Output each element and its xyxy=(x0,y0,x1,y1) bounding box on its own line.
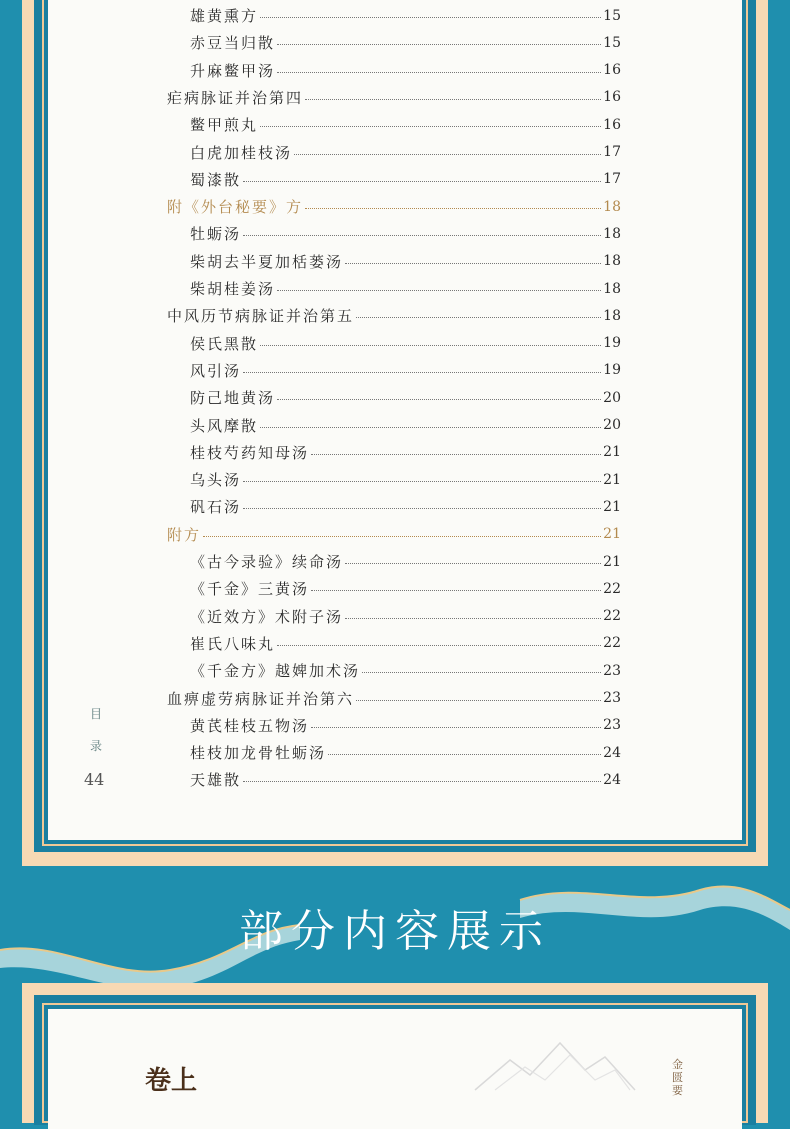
toc-item-title: 蜀漆散 xyxy=(190,170,242,189)
toc-item-page: 18 xyxy=(603,307,621,324)
toc-item-page: 21 xyxy=(603,444,621,461)
banner-title: 部分内容展示 xyxy=(239,906,551,957)
toc-item-title: 《近效方》术附子汤 xyxy=(190,607,344,626)
toc-item-page: 24 xyxy=(603,771,621,788)
toc-item xyxy=(190,275,621,302)
toc-item-page: 17 xyxy=(603,144,621,160)
toc-leader-dots xyxy=(356,317,601,318)
side-label-lu: 录 xyxy=(90,739,103,753)
toc-leader-dots xyxy=(345,618,601,619)
toc-item-page: 23 xyxy=(603,717,621,734)
toc-leader-dots xyxy=(243,181,601,182)
toc-leader-dots xyxy=(362,672,601,673)
toc-item xyxy=(190,493,621,520)
toc-item xyxy=(190,712,621,739)
toc-item-title: 《千金方》越婢加术汤 xyxy=(190,662,361,681)
toc-item xyxy=(190,657,621,684)
toc-item-title: 乌头汤 xyxy=(190,471,242,490)
toc-item xyxy=(190,166,621,193)
toc-item-page: 20 xyxy=(603,389,621,406)
toc-leader-dots xyxy=(345,563,601,564)
toc-leader-dots xyxy=(243,372,601,373)
toc-item-title: 矾石汤 xyxy=(190,498,242,517)
toc-item-title: 中风历节病脉证并治第五 xyxy=(167,307,355,326)
toc-leader-dots xyxy=(328,754,601,755)
toc-item xyxy=(190,248,621,275)
toc-item-page: 15 xyxy=(603,7,621,24)
toc-item xyxy=(167,84,621,111)
toc-leader-dots xyxy=(277,399,601,400)
toc-item xyxy=(190,357,621,384)
toc-item xyxy=(190,412,621,439)
page-number: 44 xyxy=(84,770,105,789)
toc-item-title: 白虎加桂枝汤 xyxy=(190,143,293,162)
toc-item-page: 20 xyxy=(603,417,621,433)
toc-leader-dots xyxy=(311,590,601,591)
toc-item-title: 《千金》三黄汤 xyxy=(190,580,310,599)
toc-leader-dots xyxy=(260,427,601,428)
toc-leader-dots xyxy=(277,290,601,291)
toc-item-page: 16 xyxy=(603,116,621,133)
toc-item-page: 16 xyxy=(603,62,621,79)
toc-item-title: 黄芪桂枝五物汤 xyxy=(190,716,310,735)
toc-item-title: 附《外台秘要》方 xyxy=(167,198,304,217)
toc-leader-dots xyxy=(277,44,601,45)
toc-leader-dots xyxy=(305,208,601,209)
toc-item-page: 19 xyxy=(603,335,621,352)
toc-item xyxy=(190,466,621,493)
toc-item-page: 22 xyxy=(603,580,621,597)
volume-title: 卷上 xyxy=(145,1066,198,1096)
toc-item xyxy=(190,603,621,630)
toc-item xyxy=(190,384,621,411)
toc-item xyxy=(167,521,621,548)
toc-item-page: 15 xyxy=(603,34,621,51)
toc-item-title: 《古今录验》续命汤 xyxy=(190,553,344,571)
toc-leader-dots xyxy=(345,263,601,264)
toc-item-page: 24 xyxy=(603,744,621,761)
toc-item-title: 雄黄熏方 xyxy=(190,7,259,25)
toc-item-title: 天雄散 xyxy=(190,771,242,790)
toc-leader-dots xyxy=(260,17,601,18)
toc-item xyxy=(190,439,621,466)
toc-item-title: 桂枝芍药知母汤 xyxy=(190,443,310,462)
toc-item-title: 牡蛎汤 xyxy=(190,225,242,244)
toc-item xyxy=(190,220,621,247)
toc-item xyxy=(190,766,621,793)
toc-item-title: 柴胡桂姜汤 xyxy=(190,280,276,298)
vertical-book-label: 金匮要 xyxy=(672,1058,683,1097)
toc-item-title: 桂枝加龙骨牡蛎汤 xyxy=(190,744,327,763)
toc-item-page: 17 xyxy=(603,171,621,188)
toc-item-page: 21 xyxy=(603,553,621,570)
toc-item-title: 赤豆当归散 xyxy=(190,34,276,53)
toc-item-page: 22 xyxy=(603,608,621,625)
toc-item xyxy=(190,2,621,29)
toc-item-page: 18 xyxy=(603,280,621,297)
toc-item xyxy=(167,685,621,712)
mountain-illustration xyxy=(470,1035,640,1095)
toc-leader-dots xyxy=(243,481,601,482)
toc-leader-dots xyxy=(243,235,601,236)
toc-item xyxy=(190,139,621,166)
toc-leader-dots xyxy=(305,99,601,100)
toc-item-page: 23 xyxy=(603,662,621,679)
toc-item-page: 16 xyxy=(603,89,621,106)
toc-item-page: 18 xyxy=(603,225,621,242)
toc-leader-dots xyxy=(260,345,601,346)
toc-item-title: 柴胡去半夏加栝蒌汤 xyxy=(190,252,344,271)
side-label-mu: 目 xyxy=(90,707,103,721)
toc-item-title: 鳖甲煎丸 xyxy=(190,116,259,135)
toc-leader-dots xyxy=(311,727,601,728)
toc-item-title: 崔氏八味丸 xyxy=(190,634,276,653)
toc-item-title: 侯氏黑散 xyxy=(190,334,259,353)
toc-leader-dots xyxy=(277,645,601,646)
toc-item xyxy=(167,302,621,329)
toc-item-page: 18 xyxy=(603,253,621,270)
toc-item-page: 23 xyxy=(603,690,621,706)
toc-item-title: 升麻鳖甲汤 xyxy=(190,61,276,80)
toc-item xyxy=(190,29,621,56)
toc-item-page: 22 xyxy=(603,635,621,652)
toc-item xyxy=(167,193,621,220)
toc-item xyxy=(190,111,621,138)
toc-item xyxy=(190,548,621,575)
toc-item-page: 19 xyxy=(603,362,621,379)
toc-item-title: 附方 xyxy=(167,525,202,544)
toc-leader-dots xyxy=(243,781,601,782)
toc-item xyxy=(190,57,621,84)
toc-item-page: 21 xyxy=(603,471,621,488)
toc-item-page: 21 xyxy=(603,498,621,515)
toc-item-title: 疟病脉证并治第四 xyxy=(167,88,304,107)
toc-leader-dots xyxy=(294,154,601,155)
toc-leader-dots xyxy=(356,700,601,701)
toc-item-page: 21 xyxy=(603,526,621,543)
toc-leader-dots xyxy=(203,536,601,537)
toc-leader-dots xyxy=(277,72,601,73)
toc-item-title: 血痹虚劳病脉证并治第六 xyxy=(167,689,355,708)
toc-leader-dots xyxy=(311,454,601,455)
toc-leader-dots xyxy=(243,508,601,509)
toc-leader-dots xyxy=(260,126,601,127)
toc-item-title: 风引汤 xyxy=(190,361,242,380)
toc-item xyxy=(190,575,621,602)
toc-item-title: 防己地黄汤 xyxy=(190,389,276,408)
toc-item xyxy=(190,630,621,657)
toc-item-title: 头风摩散 xyxy=(190,416,259,435)
toc-item-page: 18 xyxy=(603,198,621,215)
toc-item xyxy=(190,330,621,357)
toc-item xyxy=(190,739,621,766)
